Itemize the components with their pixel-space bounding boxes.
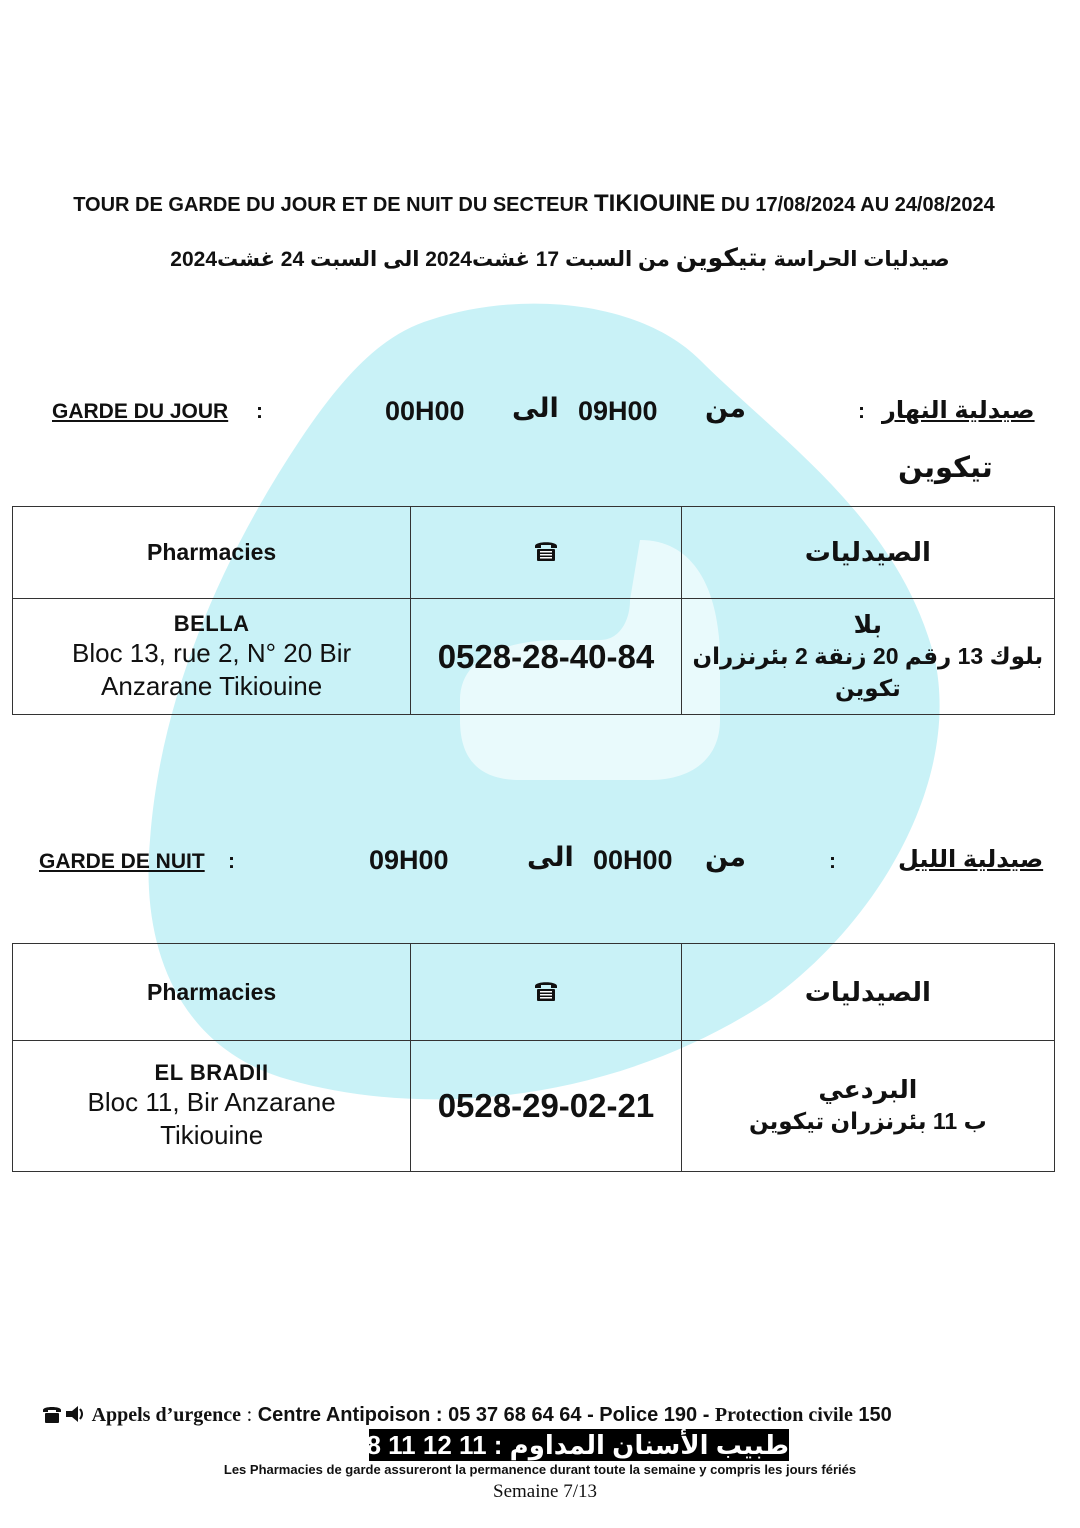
night-pharmacy-name: EL BRADII bbox=[154, 1060, 269, 1085]
garde-nuit-label: GARDE DE NUIT bbox=[39, 850, 205, 873]
day-label-arabic: صيدلية النهار bbox=[882, 397, 1035, 424]
day-pharmacy-address-1: Bloc 13, rue 2, N° 20 Bir bbox=[72, 637, 352, 668]
night-arabic-cell bbox=[681, 1041, 1054, 1172]
garde-jour-label: GARDE DU JOUR bbox=[52, 400, 229, 423]
day-pharmacy-cell bbox=[13, 599, 411, 715]
antipoison-police: Centre Antipoison : 05 37 68 64 64 - Police 190 - bbox=[257, 1404, 710, 1426]
day-col-pharmacies: Pharmacies bbox=[13, 507, 411, 599]
day-pharmacy-table bbox=[12, 506, 1055, 715]
footer-note: Les Pharmacies de garde assureront la permanence durant toute la semaine y compris les jours fériés bbox=[223, 1462, 857, 1477]
night-pharmacy-table bbox=[12, 943, 1055, 1172]
day-pharmacy-name-arabic: بلا bbox=[853, 610, 883, 639]
garde-jour-colon: : bbox=[256, 400, 263, 423]
title-sector: TIKIOUINE bbox=[593, 190, 716, 217]
protection-civile-number: 150 bbox=[858, 1404, 892, 1426]
night-pharmacy-phone: 0528-29-02-21 bbox=[437, 1087, 655, 1124]
day-col-phone bbox=[411, 507, 681, 599]
title-french: TOUR DE GARDE DU JOUR ET DE NUIT DU SECTEUR TIKIOUINE DU 17/08/2024 AU 24/08/2024 bbox=[73, 190, 995, 217]
night-pharmacy-address-arabic-1: ب 11 بئرنزران تيكوين bbox=[748, 1108, 987, 1134]
night-col-phone bbox=[411, 944, 681, 1041]
dentist-on-call: طبيب الأسنان المداوم : 11 12 11 08 06 bbox=[315, 1430, 789, 1460]
night-min-label: من bbox=[705, 842, 747, 872]
day-ar-colon: : bbox=[858, 400, 865, 423]
urgence-label: Appels d’urgence bbox=[91, 1404, 242, 1426]
day-arabic-cell bbox=[681, 599, 1054, 715]
day-col-arabic: الصيدليات bbox=[681, 507, 1054, 599]
week-number: Semaine 7/13 bbox=[493, 1481, 597, 1502]
protection-civile-label: Protection civile bbox=[714, 1404, 853, 1426]
title-arabic: صيدليات الحراسة بتيكوين من السبت 17 غشت2024 الى السبت 24 غشت2024 bbox=[170, 244, 950, 272]
day-pharmacy-address-arabic-1: بلوك 13 رقم 20 زنقة 2 بئرنزران bbox=[692, 642, 1044, 669]
day-pharmacy-address-arabic-2: تكوين bbox=[834, 674, 901, 701]
day-city-arabic: تيكوين bbox=[898, 452, 993, 484]
night-ila-label: الى bbox=[527, 842, 574, 872]
garde-nuit-colon: : bbox=[228, 850, 235, 873]
day-time-from: 09H00 bbox=[578, 396, 658, 426]
day-phone-cell bbox=[411, 599, 681, 715]
emergency-calls-line: Appels d’urgence : Centre Antipoison : 05 37 68 64 64 - Police 190 - Protection civile 150 bbox=[42, 1404, 1042, 1427]
day-pharmacy-address-2: Anzarane Tikiouine bbox=[101, 670, 323, 701]
phone-icon bbox=[533, 977, 559, 1003]
night-col-pharmacies: Pharmacies bbox=[13, 944, 411, 1041]
night-pharmacy-address-1: Bloc 11, Bir Anzarane bbox=[87, 1087, 336, 1117]
day-pharmacy-phone: 0528-28-40-84 bbox=[437, 637, 655, 675]
day-min-label: من bbox=[705, 393, 747, 423]
emergency-phone-icon bbox=[42, 1404, 86, 1424]
phone-icon bbox=[533, 537, 559, 563]
night-ar-colon: : bbox=[829, 850, 836, 873]
night-label-arabic: صيدلية الليل bbox=[898, 846, 1044, 873]
night-time-to: 09H00 bbox=[369, 845, 449, 875]
night-pharmacy-name-arabic: البردعي bbox=[818, 1076, 918, 1104]
day-pharmacy-name: BELLA bbox=[173, 610, 250, 636]
day-ila-label: الى bbox=[512, 393, 559, 423]
night-pharmacy-address-2: Tikiouine bbox=[160, 1120, 264, 1150]
night-phone-cell bbox=[411, 1041, 681, 1172]
day-time-to: 00H00 bbox=[385, 396, 465, 426]
night-col-arabic: الصيدليات bbox=[681, 944, 1054, 1041]
night-pharmacy-cell bbox=[13, 1041, 411, 1172]
night-time-from: 00H00 bbox=[593, 845, 673, 875]
